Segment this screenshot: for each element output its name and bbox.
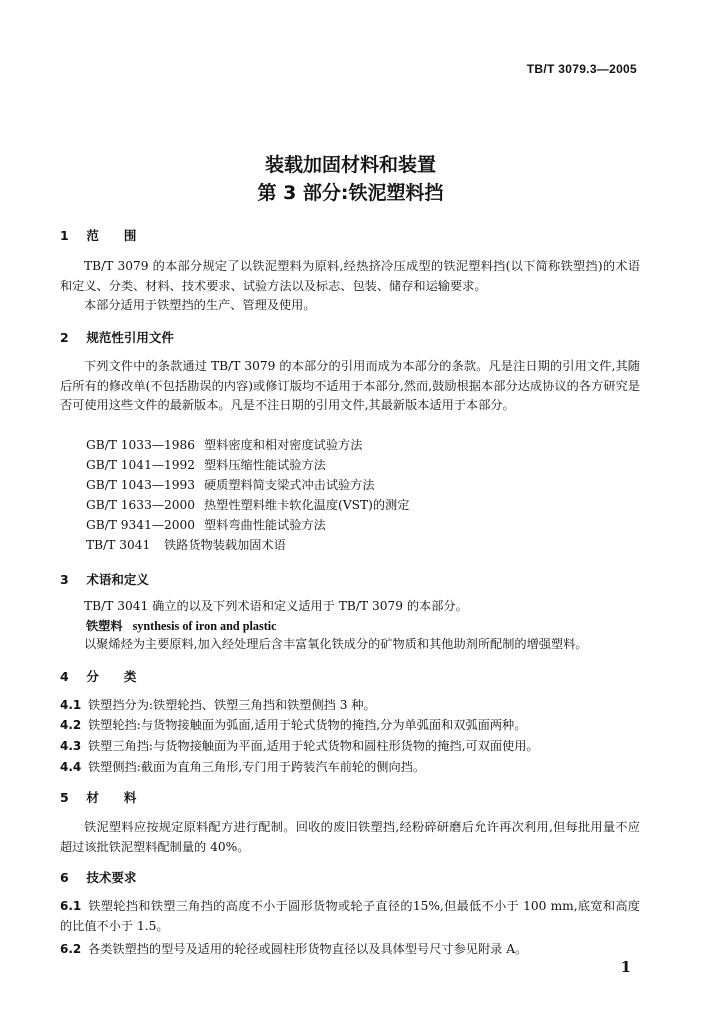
clause-text: 铁塑侧挡:截面为直角三角形,专门用于跨装汽车前轮的侧向挡。: [88, 760, 426, 774]
clause-number: 4.4: [60, 760, 82, 774]
reference-title: 塑料密度和相对密度试验方法: [204, 438, 363, 452]
clause-text: 铁塑轮挡:与货物接触面为弧面,适用于轮式货物的掩挡,分为单弧面和双弧面两种。: [88, 718, 527, 732]
reference-title: 热塑性塑料维卡软化温度(VST)的测定: [204, 498, 410, 512]
clause-item: [60, 758, 425, 775]
clause-number: 6.1: [60, 899, 82, 913]
reference-title: 硬质塑料简支梁式冲击试验方法: [204, 478, 375, 492]
clause-number: 4.3: [60, 739, 82, 753]
reference-code: TB/T 3041: [86, 538, 151, 552]
reference-item: [86, 516, 326, 535]
term-definition: 以聚烯烃为主要原料,加入经处理后含丰富氧化铁成分的矿物质和其他助剂所配制的增强塑料。: [84, 637, 588, 651]
section-number: 3: [60, 572, 69, 587]
reference-code: GB/T 1633—2000: [86, 498, 196, 512]
term-chinese: 铁塑料: [86, 619, 123, 633]
section-title: 材 料: [86, 790, 137, 805]
reference-code: GB/T 1041—1992: [86, 458, 196, 472]
reference-code: GB/T 1043—1993: [86, 478, 196, 492]
section-1-paragraph-2: 本部分适用于铁塑挡的生产、管理及使用。: [84, 298, 316, 312]
term-entry: [86, 617, 277, 634]
section-number: 2: [60, 330, 69, 345]
section-title: 分 类: [86, 669, 137, 684]
section-3-heading: [60, 570, 149, 588]
clause-number: 4.1: [60, 698, 82, 712]
document-subtitle: 第 3 部分:铁泥塑料挡: [257, 182, 444, 204]
section-2-paragraph: 下列文件中的条款通过 TB/T 3079 的本部分的引用而成为本部分的条款。凡是注日期的引用文件,其随后所有的修改单(不包括勘误的内容)或修订版均不适用于本部分,然而,鼓励根据本部分达成协议的各方研究是否可使用这些文件的最新版本。凡是不注日期的引用文件,其最新版本适用于本部分。: [60, 359, 640, 412]
section-number: 4: [60, 669, 69, 684]
section-1-paragraph: TB/T 3079 的本部分规定了以铁泥塑料为原料,经热挤冷压成型的铁泥塑料挡(以下简称铁塑挡)的术语和定义、分类、材料、技术要求、试验方法以及标志、包装、储存和运输要求。: [60, 259, 640, 293]
reference-title: 塑料弯曲性能试验方法: [204, 518, 326, 532]
reference-item: [86, 436, 362, 455]
clause-number: 6.2: [60, 942, 82, 956]
section-title: 规范性引用文件: [86, 330, 174, 345]
reference-item: [86, 456, 326, 475]
section-title: 范 围: [86, 228, 137, 243]
clause-text: 各类铁塑挡的型号及适用的轮径或圆柱形货物直径以及具体型号尺寸参见附录 A。: [88, 942, 528, 956]
section-4-heading: [60, 667, 136, 685]
section-6-heading: [60, 868, 136, 886]
term-english: synthesis of iron and plastic: [132, 619, 277, 633]
clause-text: 铁塑三角挡:与货物接触面为平面,适用于轮式货物和圆柱形货物的掩挡,可双面使用。: [88, 739, 539, 753]
section-3-paragraph: TB/T 3041 确立的以及下列术语和定义适用于 TB/T 3079 的本部分。: [84, 599, 468, 613]
reference-code: GB/T 9341—2000: [86, 518, 196, 532]
reference-code: GB/T 1033—1986: [86, 438, 196, 452]
section-number: 1: [60, 228, 69, 243]
clause-text: 铁塑挡分为:铁塑轮挡、铁塑三角挡和铁塑侧挡 3 种。: [88, 698, 376, 712]
reference-title: 铁路货物装载加固术语: [164, 538, 286, 552]
section-1-heading: [60, 226, 136, 244]
section-title: 技术要求: [86, 870, 137, 885]
reference-item: [86, 496, 409, 515]
page-number: 1: [620, 958, 631, 976]
clause-item: [60, 737, 539, 754]
clause-item: [60, 696, 376, 713]
standard-number: TB/T 3079.3—2005: [526, 62, 637, 76]
clause-item: [60, 897, 640, 936]
reference-title: 塑料压缩性能试验方法: [204, 458, 326, 472]
section-2-heading: [60, 328, 174, 346]
document-title: 装载加固材料和装置: [264, 154, 436, 176]
section-5-heading: [60, 788, 136, 806]
section-number: 6: [60, 870, 69, 885]
clause-number: 4.2: [60, 718, 82, 732]
section-title: 术语和定义: [86, 572, 149, 587]
clause-item: [60, 716, 526, 733]
reference-item: [86, 536, 286, 555]
reference-item: [86, 476, 375, 495]
section-number: 5: [60, 790, 69, 805]
clause-item: [60, 940, 527, 957]
clause-text: 铁塑轮挡和铁塑三角挡的高度不小于圆形货物或轮子直径的15%,但最低不小于 100 mm,底宽和高度的比值不小于 1.5。: [60, 899, 640, 933]
section-5-paragraph: 铁泥塑料应按规定原料配方进行配制。回收的废旧铁塑挡,经粉碎研磨后允许再次利用,但每批用量不应超过该批铁泥塑料配制量的 40%。: [60, 820, 640, 854]
